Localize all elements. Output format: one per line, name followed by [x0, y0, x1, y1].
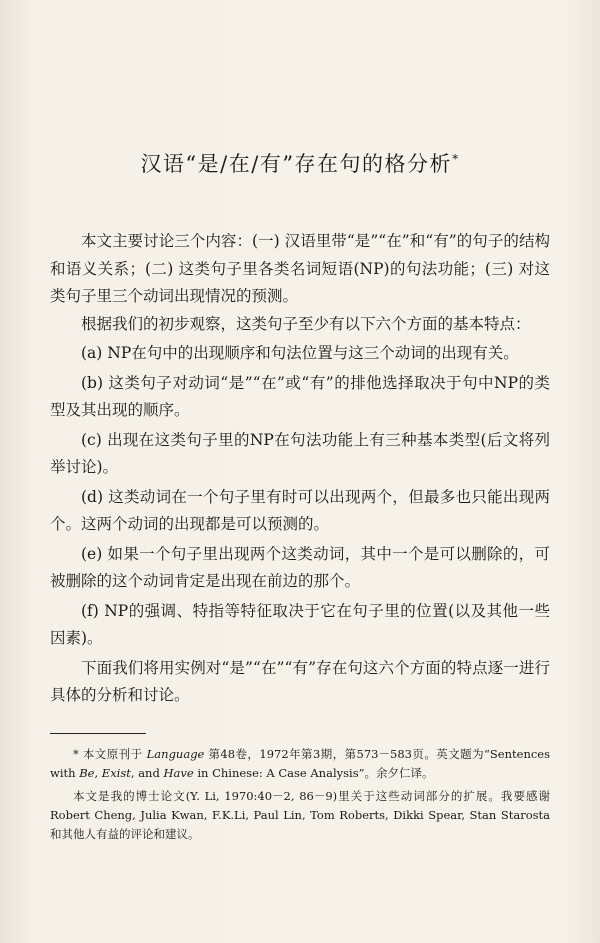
- list-item-f: (f) NP的强调、特指等特征取决于它在句子里的位置(以及其他一些因素)。: [50, 601, 550, 647]
- list-item-b: (b) 这类句子对动词“是”“在”或“有”的排他选择取决于句中NP的类型及其出现的顺序。: [50, 373, 550, 419]
- footnote-divider: [50, 733, 146, 734]
- paragraph-closing: 下面我们将用实例对“是”“在”“有”存在句这六个方面的特点逐一进行具体的分析和讨论。: [50, 658, 550, 704]
- journal-name: Language: [146, 747, 205, 761]
- footnote-thesis: 本文是我的博士论文(Y. Li, 1970:40－2, 86－9)里关于这些动词部分的扩展。我要感谢 Robert Cheng, Julia Kwan, F.K.Li, Paul Lin, Tom Roberts, Dikki Spear, Stan Starosta 和其他人有益的评论和建议。: [50, 789, 550, 841]
- list-item-a: (a) NP在句中的出现顺序和句法位置与这三个动词的出现有关。: [81, 344, 519, 362]
- list-item-c: (c) 出现在这类句子里的NP在句法功能上有三种基本类型(后文将列举讨论)。: [50, 430, 550, 476]
- list-item-e: (e) 如果一个句子里出现两个这类动词，其中一个是可以删除的，可被删除的这个动词肯定是出现在前边的那个。: [50, 544, 550, 590]
- footnote-source: * 本文原刊于 Language 第48卷，1972年第3期，第573－583页。英文题为“Sentences with Be, Exist, and Have in Chinese: A Case Analysis”。余夕仁译。: [50, 747, 550, 780]
- running-header: [220, 58, 520, 72]
- paragraph-observations: 根据我们的初步观察，这类句子至少有以下六个方面的基本特点：: [81, 314, 531, 333]
- footnotes: [50, 745, 550, 848]
- article-title: [0, 148, 600, 178]
- article-body: [50, 228, 550, 710]
- list-item-d: (d) 这类动词在一个句子里有时可以出现两个，但最多也只能出现两个。这两个动词的出现都是可以预测的。: [50, 487, 550, 533]
- title-footnote-marker: *: [452, 152, 460, 166]
- paragraph-intro: 本文主要讨论三个内容：(一) 汉语里带“是”“在”和“有”的句子的结构和语义关系；(二) 这类句子里各类名词短语(NP)的句法功能；(三) 对这类句子里三个动词出现情况的预测。: [50, 232, 550, 305]
- title-text: 汉语“是/在/有”存在句的格分析: [140, 152, 453, 176]
